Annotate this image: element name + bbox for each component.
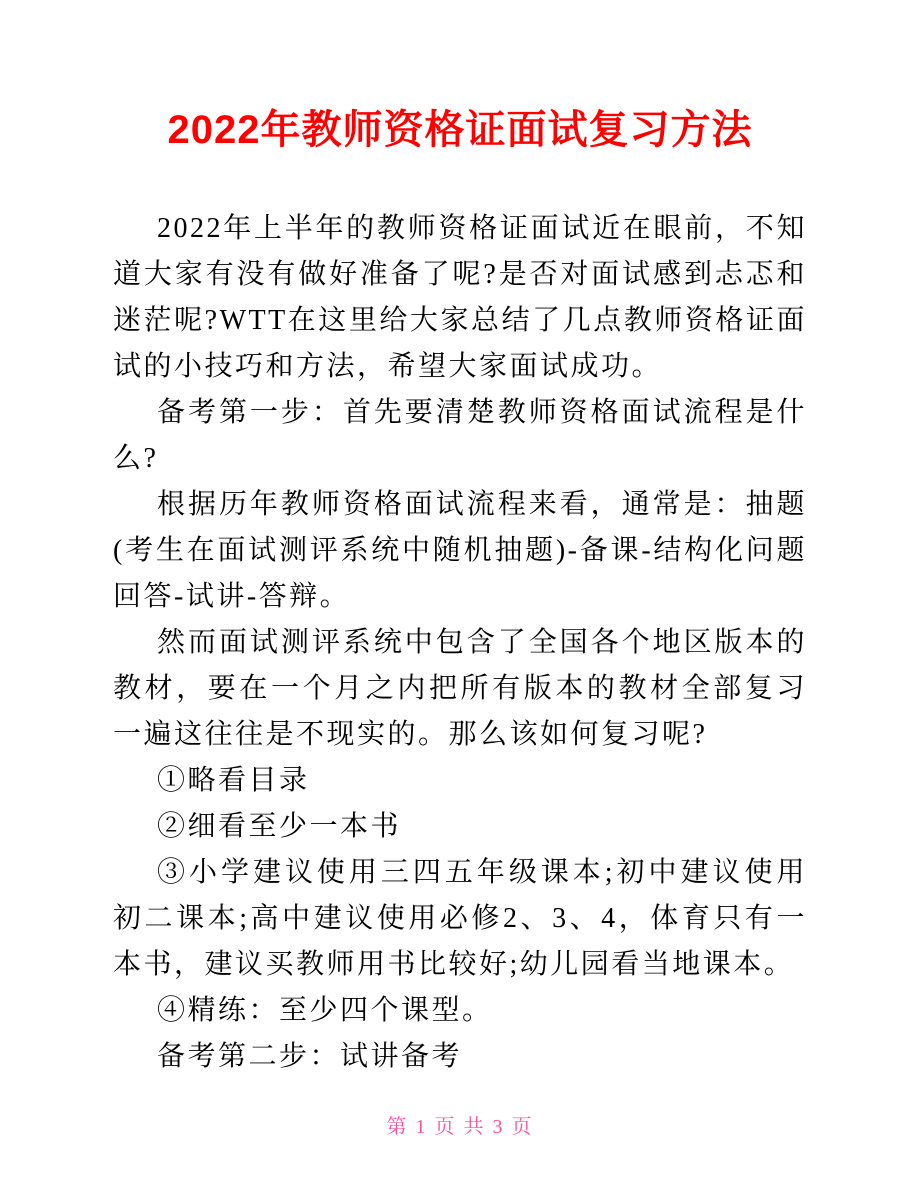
paragraph: 备考第一步：首先要清楚教师资格面试流程是什么?	[113, 397, 807, 474]
paragraph: ①略看目录	[157, 765, 310, 796]
paragraph: 备考第二步：试讲备考	[157, 1041, 463, 1072]
page-footer: 第 1 页 共 3 页	[386, 1116, 534, 1138]
document-body	[113, 206, 807, 1080]
paragraph: 然而面试测评系统中包含了全国各个地区版本的教材，要在一个月之内把所有版本的教材全部复习一遍这往往是不现实的。那么该如何复习呢?	[113, 627, 807, 750]
paragraph: ④精练：至少四个课型。	[157, 995, 493, 1026]
document-title: 2022年教师资格证面试复习方法	[167, 108, 753, 152]
paragraph: 2022年上半年的教师资格证面试近在眼前，不知道大家有没有做好准备了呢?是否对面试感到忐忑和迷茫呢?WTT在这里给大家总结了几点教师资格证面试的小技巧和方法，希望大家面试成功。	[113, 213, 807, 382]
paragraph: ②细看至少一本书	[157, 811, 402, 842]
paragraph: 根据历年教师资格面试流程来看，通常是：抽题(考生在面试测评系统中随机抽题)-备课-结构化问题回答-试讲-答辩。	[113, 489, 807, 612]
paragraph: ③小学建议使用三四五年级课本;初中建议使用初二课本;高中建议使用必修2、3、4，体育只有一本书，建议买教师用书比较好;幼儿园看当地课本。	[113, 857, 807, 980]
